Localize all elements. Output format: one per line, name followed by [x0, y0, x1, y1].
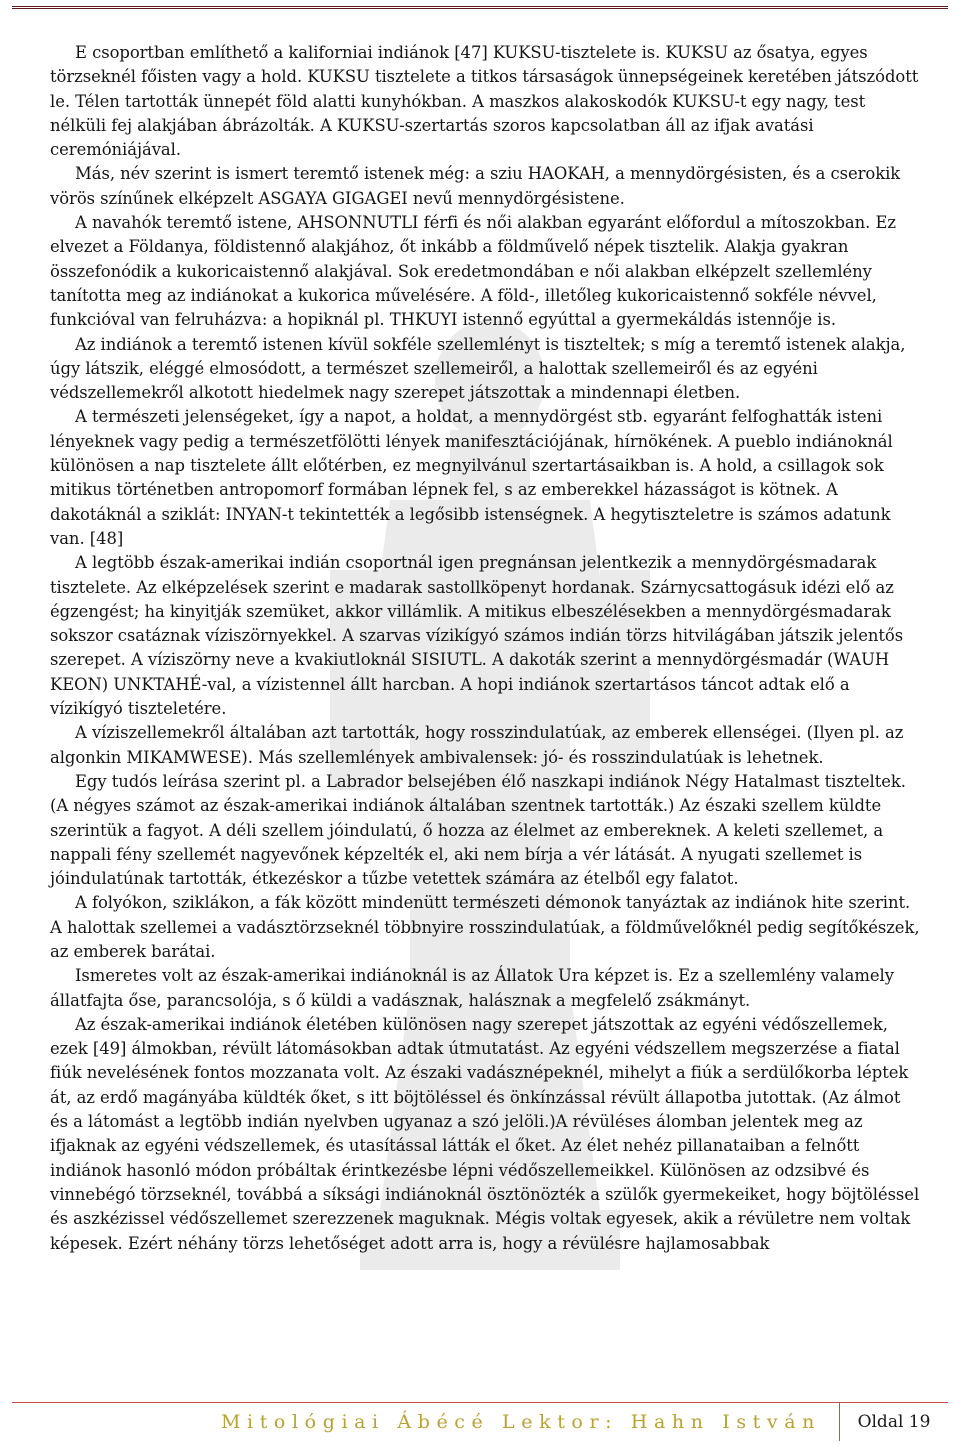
- page-footer: [12, 1402, 948, 1441]
- paragraph: Az észak-amerikai indiánok életében különösen nagy szerepet játszottak az egyéni védőszellemek, ezek [49] álmokban, révült látomásokban adtak útmutatást. Az egyéni védszellem megszerzése a fiatal fiúk nevelésének fontos mozzanata volt. Az északi vadásznépeknél, mihelyt a fiúk a serdülőkorba léptek át, az erdő magányába küldték őket, s itt böjtöléssel és önkínzással révült állapotba jutottak. (Az álmot és a látomást a legtöbb indián nyelvben ugyanaz a szó jelöli.)A révüléses álomban jelentek meg az ifjaknak az egyéni védszellemek, és utasítással látták el őket. Az élet nehéz pillanataiban a felnőtt indiánok hasonló módon próbáltak érintkezésbe lépni védőszellemeikkel. Különösen az odzsibvé és vinnebégó törzseknél, továbbá a síksági indiánoknál ösztönözték a szülők gyermekeiket, hogy böjtöléssel és aszkézissel védőszellemet szerezzenek maguknak. Mégis voltak egyesek, akik a révületre nem voltak képesek. Ezért néhány törzs lehetőséget adott arra is, hogy a révülésre hajlamosabbak: [50, 1014, 920, 1253]
- footer-title: Mitológiai Ábécé Lektor: Hahn István: [220, 1411, 821, 1433]
- paragraph: A legtöbb észak-amerikai indián csoportnál igen pregnánsan jelentkezik a mennydörgésmadarak tisztelete. Az elképzelések szerint e madarak sastollköpenyt hordanak. Szárnycsattogásuk idézi elő az égzengést; ha kinyitják szemüket, akkor villámlik. A mitikus elbeszélésekben a mennydörgésmadarak sokszor csatáznak víziszörnyekkel. A szarvas vízikígyó számos indián törzs hitvilágában játszik jelentős szerepet. A víziszörny neve a kvakiutloknál SISIUTL. A dakoták szerint a mennydörgésmadár (WAUH KEON) UNKTAHÉ-val, a vízistennel állt harcban. A hopi indiánok szertartásos táncot adtak elő a vízikígyó tiszteletére.: [50, 553, 904, 719]
- paragraph: Egy tudós leírása szerint pl. a Labrador belsejében élő naszkapi indiánok Négy Hatalmast tiszteltek. (A négyes számot az észak-amerikai indiánok általában szentnek tartották.) Az északi szellem küldte szerintük a fagyot. A déli szellem jóindulatú, ő hozza az élelmet az embereknek. A keleti szellemet, a nappali fény szellemét nagyevőnek képzelték el, aki nem bírja a vér látását. A nyugati szellemet is jóindulatúnak tartották, étkezéskor a tűzbe vetettek számára az ételből egy falatot.: [50, 771, 906, 889]
- paragraph: E csoportban említhető a kaliforniai indiánok [47] KUKSU-tisztelete is. KUKSU az ősatya, egyes törzseknél főisten vagy a hold. KUKSU tisztelete a titkos társaságok ünnepségeinek keretében játszódott le. Télen tartották ünnepét föld alatti kunyhókban. A maszkos alakoskodók KUKSU-t egy nagy, test nélküli fej alakjában ábrázolták. A KUKSU-szertartás szoros kapcsolatban áll az ifjak avatási ceremóniájával.: [50, 43, 919, 160]
- paragraph: Az indiánok a teremtő istenen kívül sokféle szellemlényt is tiszteltek; s míg a teremtő istenek alakja, úgy látszik, eléggé elmosódott, a természet szellemeiről, a halottak szellemeiről és az egyéni védszellemekről alkotott hiedelmek nagy szerepet játszottak a mindennapi életben.: [50, 334, 906, 403]
- paragraph: A navahók teremtő istene, AHSONNUTLI férfi és női alakban egyaránt előfordul a mítoszokban. Ez elvezet a Földanya, földistennő alakjához, őt inkább a földművelő népek tisztelik. Alakja gyakran összefonódik a kukoricaistennő alakjával. Sok eredetmondában e női alakban elképzelt szellemlény tanította meg az indiánokat a kukorica művelésére. A föld-, illetőleg kukoricaistennő sokféle névvel, funkcióval van felruházva: a hopiknál pl. THKUYI istennő egyúttal a gyermekáldás istennője is.: [50, 213, 896, 330]
- document-body: [50, 41, 920, 1256]
- paragraph: A víziszellemekről általában azt tartották, hogy rosszindulatúak, az emberek ellenségei. (Ilyen pl. az algonkin MIKAMWESE). Más szellemlények ambivalensek: jó- és rosszindulatúak is lehetnek.: [50, 723, 904, 767]
- paragraph: A folyókon, sziklákon, a fák között mindenütt természeti démonok tanyáztak az indiánok hite szerint. A halottak szellemei a vadásztörzseknél többnyire rosszindulatúak, a földművelőknél pedig segítőkészek, az emberek barátai.: [50, 893, 920, 961]
- page-number: Oldal 19: [839, 1403, 948, 1441]
- paragraph: Más, név szerint is ismert teremtő istenek még: a sziu HAOKAH, a mennydörgésisten, és a cserokik vörös színűnek elképzelt ASGAYA GIGAGEI nevű mennydörgésistene.: [50, 164, 901, 208]
- header-rule: [12, 6, 948, 9]
- paragraph: A természeti jelenségeket, így a napot, a holdat, a mennydörgést stb. egyaránt felfoghatták isteni lényeknek vagy pedig a természetfölötti lények manifesztációjának, hírnökének. A pueblo indiánoknál különösen a nap tisztelete állt előtérben, ez megnyilvánul szertartásaikban is. A hold, a csillagok sok mitikus történetben antropomorf formában lépnek fel, s az emberekkel házasságot is kötnek. A dakotáknál a sziklát: INYAN-t tekintették a legősibb istenségnek. A hegytiszteletre is számos adatunk van. [48]: [50, 407, 893, 548]
- paragraph: Ismeretes volt az észak-amerikai indiánoknál is az Állatok Ura képzet is. Ez a szellemlény valamely állatfajta őse, parancsolója, s ő küldi a vadásznak, halásznak a megfelelő zsákmányt.: [50, 966, 894, 1010]
